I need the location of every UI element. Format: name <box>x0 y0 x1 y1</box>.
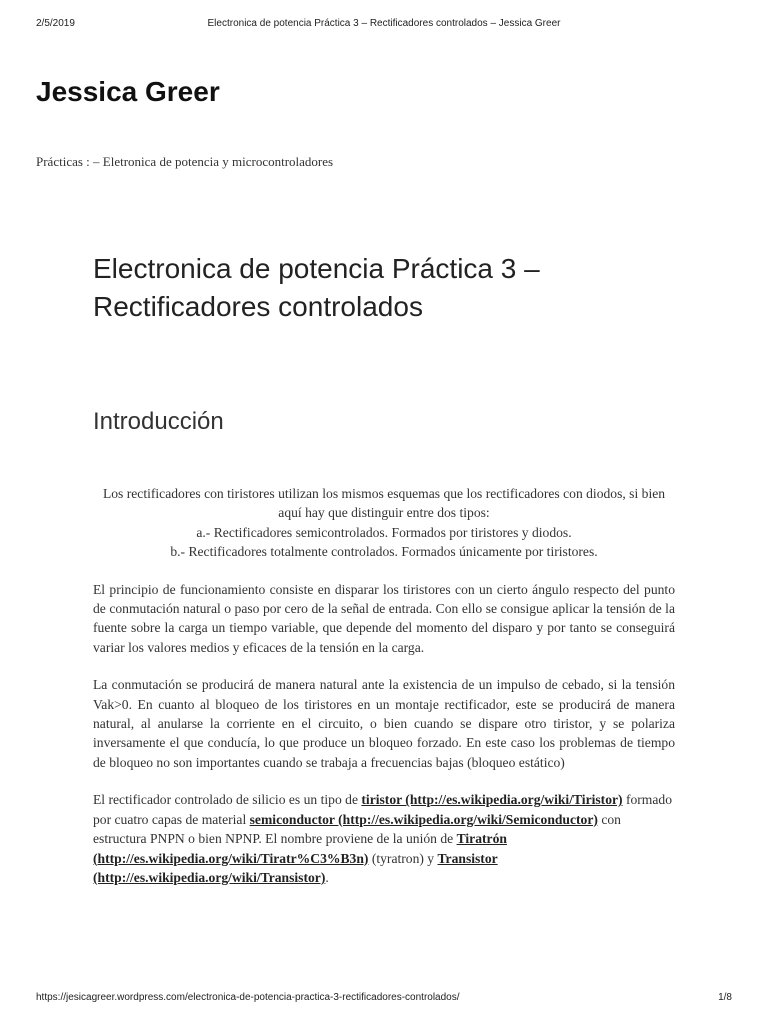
print-footer <box>36 992 732 1003</box>
intro-paragraph <box>93 484 675 562</box>
link-transistor[interactable]: Transistor (http://es.wikipedia.org/wiki/Transistor) <box>93 850 498 885</box>
paragraph-conmutacion: La conmutación se producirá de manera natural ante la existencia de un impulso de cebado, si la tensión Vak>0. En cuanto al bloqueo de los tiristores en un montaje rectificador, este se producirá de manera natural, al anularse la corriente en el circuito, o bien cuando se dispare otro tiristor, y se polariza inversamente el que conducía, lo que produce un bloqueo forzado. En este caso los problemas de tiempo de bloqueo no son importantes cuando se trabaja a frecuencias bajas (bloqueo estático) <box>93 677 675 770</box>
link-tiratron[interactable]: Tiratrón (http://es.wikipedia.org/wiki/Tiratr%C3%B3n) <box>93 831 507 866</box>
link-semiconductor[interactable]: semiconductor (http://es.wikipedia.org/wiki/Semiconductor) <box>249 811 598 827</box>
print-header <box>36 18 732 32</box>
paragraph-rectificador <box>93 790 675 887</box>
site-title[interactable]: Jessica Greer <box>36 76 220 107</box>
paragraph-text: con estructura PNPN o bien NPNP. El nombre proviene de la unión de <box>93 811 621 847</box>
print-date: 2/5/2019 <box>36 18 75 29</box>
section-heading-introduccion: Introducción <box>93 408 224 435</box>
paragraph-text: (tyratron) y <box>368 850 438 866</box>
intro-line-1: Los rectificadores con tiristores utilizan los mismos esquemas que los rectificadores con diodos, si bien aquí hay que distinguir entre dos tipos: <box>102 486 666 521</box>
paragraph-principio: El principio de funcionamiento consiste en disparar los tiristores con un cierto ángulo respecto del punto de conmutación natural o paso por cero de la señal de entrada. Con ello se consigue aplicar la tensión de la fuente sobre la carga un tiempo variable, que depende del momento del disparo y por tanto se conseguirá variar los valores medios y eficaces de la tensión en la carga. <box>93 581 675 655</box>
post-content <box>93 484 675 905</box>
print-page-title: Electronica de potencia Práctica 3 – Rectificadores controlados – Jessica Greer <box>207 18 561 29</box>
print-url: https://jesicagreer.wordpress.com/electronica-de-potencia-practica-3-rectificadores-controlados/ <box>36 992 460 1003</box>
print-page-number: 1/8 <box>718 992 732 1003</box>
intro-line-3: b.- Rectificadores totalmente controlados. Formados únicamente por tiristores. <box>170 544 598 560</box>
link-tiristor[interactable]: tiristor (http://es.wikipedia.org/wiki/Tiristor) <box>361 792 623 808</box>
paragraph-text: El rectificador controlado de silicio es un tipo de <box>93 792 362 808</box>
paragraph-text: formado por cuatro capas de material <box>93 792 673 827</box>
paragraph-text: . <box>325 869 329 885</box>
breadcrumb: Prácticas : – Eletronica de potencia y microcontroladores <box>36 154 334 169</box>
intro-line-2: a.- Rectificadores semicontrolados. Formados por tiristores y diodos. <box>196 524 572 540</box>
post-title: Electronica de potencia Práctica 3 – Rectificadores controlados <box>93 253 540 322</box>
